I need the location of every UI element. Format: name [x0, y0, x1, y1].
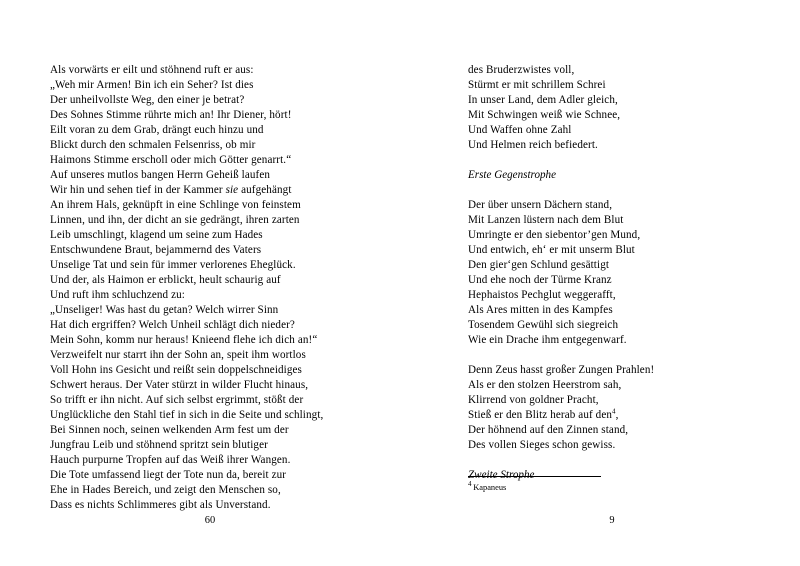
verse-line: Stürmt er mit schrillem Schrei [468, 79, 606, 91]
verse-line: Die Tote umfassend liegt der Tote nun da, bereit zur [50, 469, 287, 481]
verse-line: Schwert heraus. Der Vater stürzt in wilder Flucht hinaus, [50, 379, 309, 391]
verse-line: Auf unseres mutlos bangen Herrn Geheiß laufen [50, 169, 271, 181]
verse-line-with-italic [50, 183, 400, 198]
verse-line: Entschwundene Braut, bejammernd des Vaters [50, 244, 262, 256]
verse-line: Und Helmen reich befiedert. [468, 139, 598, 151]
verse-spacer [468, 453, 788, 468]
verse-line-text: Stieß er den Blitz herab auf den [468, 409, 613, 421]
verse-line: Bei Sinnen noch, seinen welkenden Arm fest um der [50, 424, 289, 436]
verse-line: Des Sohnes Stimme rührte mich an! Ihr Diener, hört! [50, 109, 292, 121]
footnote-area [468, 476, 788, 493]
footnote-entry [468, 482, 788, 493]
stanza-heading-erste-gegenstrophe: Erste Gegenstrophe [468, 169, 557, 181]
verse-line: Umringte er den siebentor’gen Mund, [468, 229, 641, 241]
page-number-right: 9 [609, 515, 615, 526]
verse-line: Ehe in Hades Bereich, und zeigt den Menschen so, [50, 484, 281, 496]
verse-line: Hat dich ergriffen? Welch Unheil schlägt dich nieder? [50, 319, 295, 331]
verse-spacer [468, 348, 788, 363]
verse-line: „Unseliger! Was hast du getan? Welch wirrer Sinn [50, 304, 279, 316]
verse-line: In unser Land, dem Adler gleich, [468, 94, 618, 106]
verse-line: Des vollen Sieges schon gewiss. [468, 439, 616, 451]
verse-line: Mit Lanzen lüstern nach dem Blut [468, 214, 624, 226]
verse-line: Der unheilvollste Weg, den einer je betrat? [50, 94, 245, 106]
verse-spacer [468, 153, 788, 168]
verse-line-segment-post: aufgehängt [238, 184, 292, 196]
verse-line: Denn Zeus hasst großer Zungen Prahlen! [468, 364, 655, 376]
left-page-text-column [50, 63, 400, 513]
verse-line: Blickt durch den schmalen Felsenriss, ob mir [50, 139, 256, 151]
right-page-text-column [468, 63, 788, 483]
stanza-heading-zweite-strophe: Zweite Strophe [468, 469, 535, 481]
verse-line: Mein Sohn, komm nur heraus! Knieend flehe ich dich an!“ [50, 334, 318, 346]
footnote-separator-rule [468, 476, 601, 477]
page-number-left: 60 [204, 515, 216, 526]
verse-line-with-footnote-marker [468, 408, 788, 423]
verse-line: Als vorwärts er eilt und stöhnend ruft er aus: [50, 64, 254, 76]
verse-line: Als er den stolzen Heerstrom sah, [468, 379, 622, 391]
verse-line: So trifft er ihn nicht. Auf sich selbst ergrimmt, stößt der [50, 394, 304, 406]
verse-line: Und entwich, eh‘ er mit unserm Blut [468, 244, 635, 256]
verse-line: Und ruft ihm schluchzend zu: [50, 289, 185, 301]
verse-line: Haimons Stimme erscholl oder mich Götter genarrt.“ [50, 154, 292, 166]
verse-line: Als Ares mitten in des Kampfes [468, 304, 613, 316]
verse-line: Hephaistos Pechglut weggerafft, [468, 289, 616, 301]
verse-line: Der höhnend auf den Zinnen stand, [468, 424, 629, 436]
verse-line: Unglückliche den Stahl tief in sich in die Seite und schlingt, [50, 409, 324, 421]
verse-line: Eilt voran zu dem Grab, drängt euch hinzu und [50, 124, 264, 136]
verse-line: Jungfrau Leib und stöhnend spritzt sein blutiger [50, 439, 268, 451]
verse-line-trailing-punctuation: , [615, 409, 619, 421]
verse-line: Verzweifelt nur starrt ihn der Sohn an, speit ihm wortlos [50, 349, 306, 361]
verse-line: Den gier‘gen Schlund gesättigt [468, 259, 610, 271]
verse-line: Voll Hohn ins Gesicht und reißt sein doppelschneidiges [50, 364, 302, 376]
verse-line: Unselige Tat und sein für immer verlorenes Eheglück. [50, 259, 296, 271]
footnote-marker-ref[interactable]: 4 [612, 407, 616, 416]
verse-line: Tosendem Gewühl sich siegreich [468, 319, 619, 331]
verse-line: Klirrend von goldner Pracht, [468, 394, 599, 406]
footnote-body: Kapaneus [473, 483, 507, 492]
verse-line: Und der, als Haimon er erblickt, heult schaurig auf [50, 274, 281, 286]
verse-line: des Bruderzwistes voll, [468, 64, 575, 76]
verse-line: Wie ein Drache ihm entgegenwarf. [468, 334, 627, 346]
verse-line: Und ehe noch der Türme Kranz [468, 274, 612, 286]
footnote-marker: 4 [468, 480, 474, 489]
verse-line: Linnen, und ihn, der dicht an sie gedrängt, ihren zarten [50, 214, 300, 226]
verse-line: Der über unsern Dächern stand, [468, 199, 613, 211]
italic-emphasis-sie: sie [225, 184, 239, 196]
verse-line: Dass es nichts Schlimmeres gibt als Unverstand. [50, 499, 271, 511]
verse-line: Und Waffen ohne Zahl [468, 124, 572, 136]
verse-spacer [468, 183, 788, 198]
verse-line: Mit Schwingen weiß wie Schnee, [468, 109, 621, 121]
verse-line: Hauch purpurne Tropfen auf das Weiß ihrer Wangen. [50, 454, 291, 466]
verse-line: An ihrem Hals, geknüpft in eine Schlinge von feinstem [50, 199, 301, 211]
verse-line: Leib umschlingt, klagend um seine zum Hades [50, 229, 263, 241]
verse-line: „Weh mir Armen! Bin ich ein Seher? Ist dies [50, 79, 254, 91]
verse-line-segment-pre: Wir hin und sehen tief in der Kammer [50, 184, 226, 196]
